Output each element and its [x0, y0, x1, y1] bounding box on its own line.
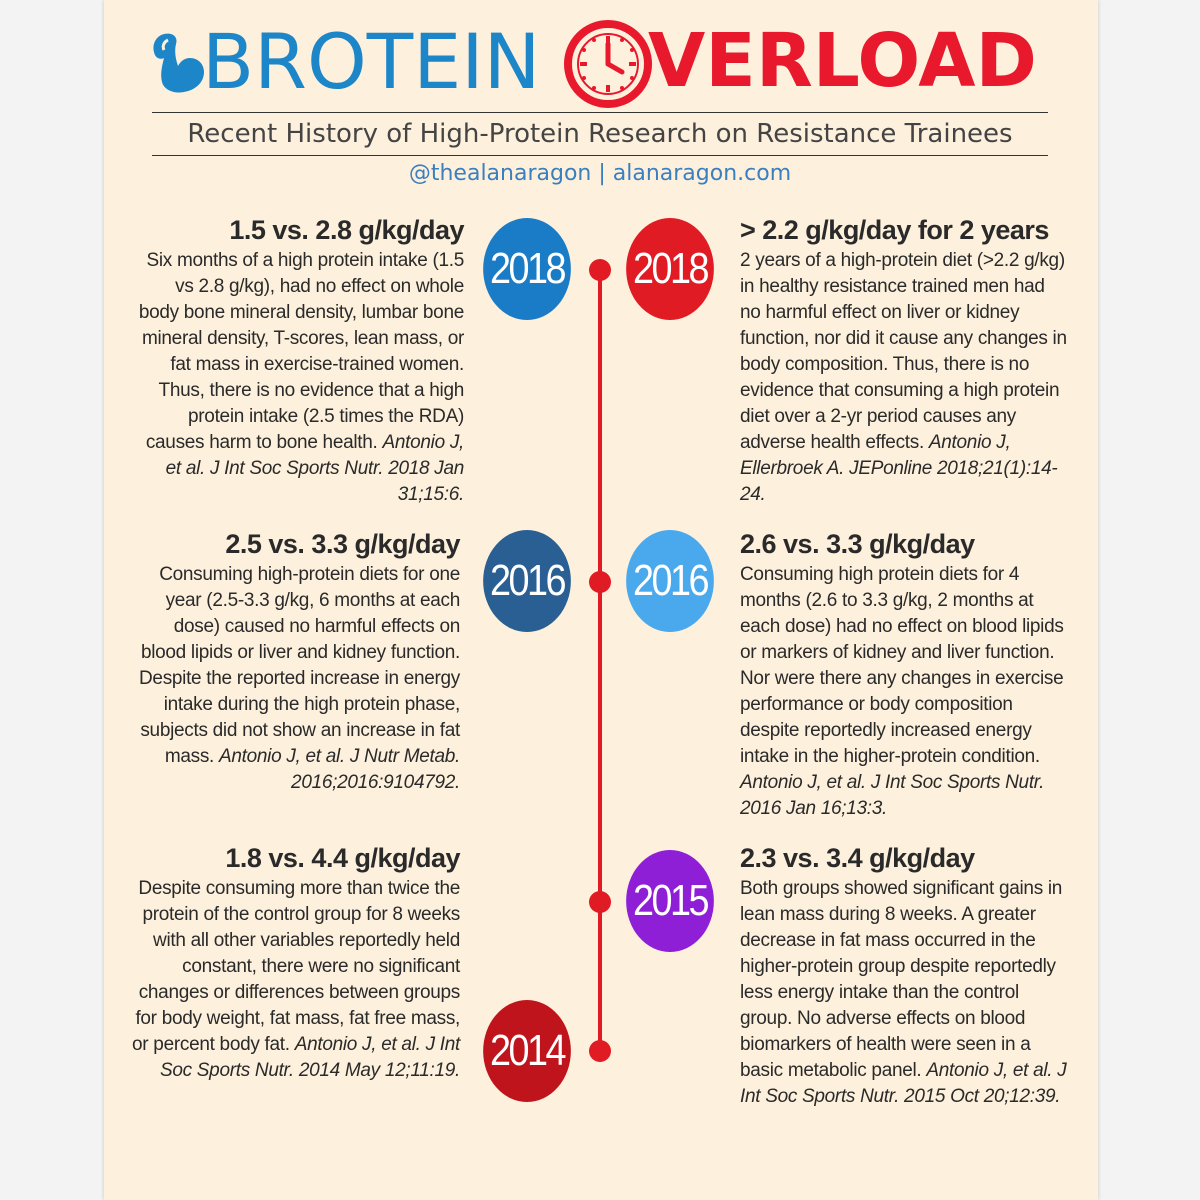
infographic-page [104, 0, 1098, 1200]
author-handle: @thealanaragon | alanaragon.com [408, 161, 792, 186]
study-heading: 1.5 vs. 2.8 g/kg/day [229, 215, 464, 245]
study-body: Consuming high-protein diets for one year (2.5-3.3 g/kg, 6 months at each dose) caused no harmful effects on blood lipids or liver and kidney function. Despite the reported increase in energy intake during the high protein phase, subjects did not show an increase in fat mass. [139, 564, 460, 767]
year-badge-2018-right: 2018 [626, 218, 714, 320]
study-heading: 2.6 vs. 3.3 g/kg/day [740, 529, 975, 559]
study-citation: Antonio J, et al. J Int Soc Sports Nutr. 2016 Jan 16;13:3. [740, 772, 1045, 819]
timeline-axis [598, 268, 602, 1052]
study-2016-right [740, 528, 1070, 822]
study-citation: Antonio J, et al. J Int Soc Sports Nutr. 2015 Oct 20;12:39. [740, 1060, 1067, 1107]
title-overload: VERLOAD [648, 18, 1037, 104]
study-body: 2 years of a high-protein diet (>2.2 g/kg) in healthy resistance trained men had no harmful effect on liver or kidney function, nor did it cause any changes in body composition. Thus, there is no evidence that consuming a high protein diet over a 2-yr period causes any adverse health effects. [740, 250, 1067, 453]
study-heading: 2.3 vs. 3.4 g/kg/day [740, 843, 975, 873]
study-2016-left [130, 528, 460, 796]
year-badge-2018-left: 2018 [483, 218, 571, 320]
study-citation: Antonio J, et al. J Int Soc Sports Nutr. 2014 May 12;11:19. [159, 1034, 460, 1081]
study-heading: > 2.2 g/kg/day for 2 years [740, 215, 1049, 245]
title-row [150, 18, 1050, 114]
study-2014-left [130, 842, 460, 1084]
study-body: Consuming high protein diets for 4 months (2.6 to 3.3 g/kg, 2 months at each dose) had no effect on blood lipids or markers of kidney and liver function. Nor were there any changes in exercise performance or body composition despite reportedly increased energy intake in the higher-protein condition. [740, 564, 1064, 767]
year-badge-2015: 2015 [626, 850, 714, 952]
study-2015-right [740, 842, 1070, 1110]
timeline-dot-2014 [589, 1040, 611, 1062]
year-badge-2016-left: 2016 [483, 530, 571, 632]
year-badge-2016-right: 2016 [626, 530, 714, 632]
subtitle: Recent History of High-Protein Research on Resistance Trainees [187, 119, 1013, 149]
study-body: Despite consuming more than twice the protein of the control group for 8 weeks with all other variables reportedly held constant, there were no significant changes or differences between groups for body weight, fat mass, fat free mass, or percent body fat. [132, 878, 460, 1055]
study-citation: Antonio J, Ellerbroek A. JEPonline 2018;21(1):14-24. [740, 432, 1058, 505]
timeline-dot-2015 [589, 891, 611, 913]
study-2018-right [740, 214, 1070, 508]
flexed-bicep-icon [150, 30, 206, 96]
study-citation: Antonio J, et al. J Nutr Metab. 2016;2016:9104792. [219, 746, 460, 793]
clock-icon [562, 18, 654, 110]
study-heading: 2.5 vs. 3.3 g/kg/day [225, 529, 460, 559]
study-body: Six months of a high protein intake (1.5 vs 2.8 g/kg), had no effect on whole body bone mineral density, lumbar bone mineral density, T-scores, lean mass, or fat mass in exercise-trained women. Thus, there is no evidence that a high protein intake (2.5 times the RDA) causes harm to bone health. [138, 250, 464, 453]
study-body: Both groups showed significant gains in lean mass during 8 weeks. A greater decrease in fat mass occurred in the higher-protein group despite reportedly less energy intake than the control group. No adverse effects on blood biomarkers of health were seen in a basic metabolic panel. [740, 878, 1063, 1081]
study-citation: Antonio J, et al. J Int Soc Sports Nutr. 2018 Jan 31;15:6. [165, 432, 464, 505]
title-brotein: BROTEIN [202, 17, 541, 106]
timeline-dot-2018 [589, 259, 611, 281]
study-heading: 1.8 vs. 4.4 g/kg/day [225, 843, 460, 873]
header-bottom-rule [152, 155, 1048, 156]
year-badge-2014: 2014 [483, 1000, 571, 1102]
study-2018-left [134, 214, 464, 508]
header-top-rule [152, 112, 1048, 113]
timeline-dot-2016 [589, 571, 611, 593]
